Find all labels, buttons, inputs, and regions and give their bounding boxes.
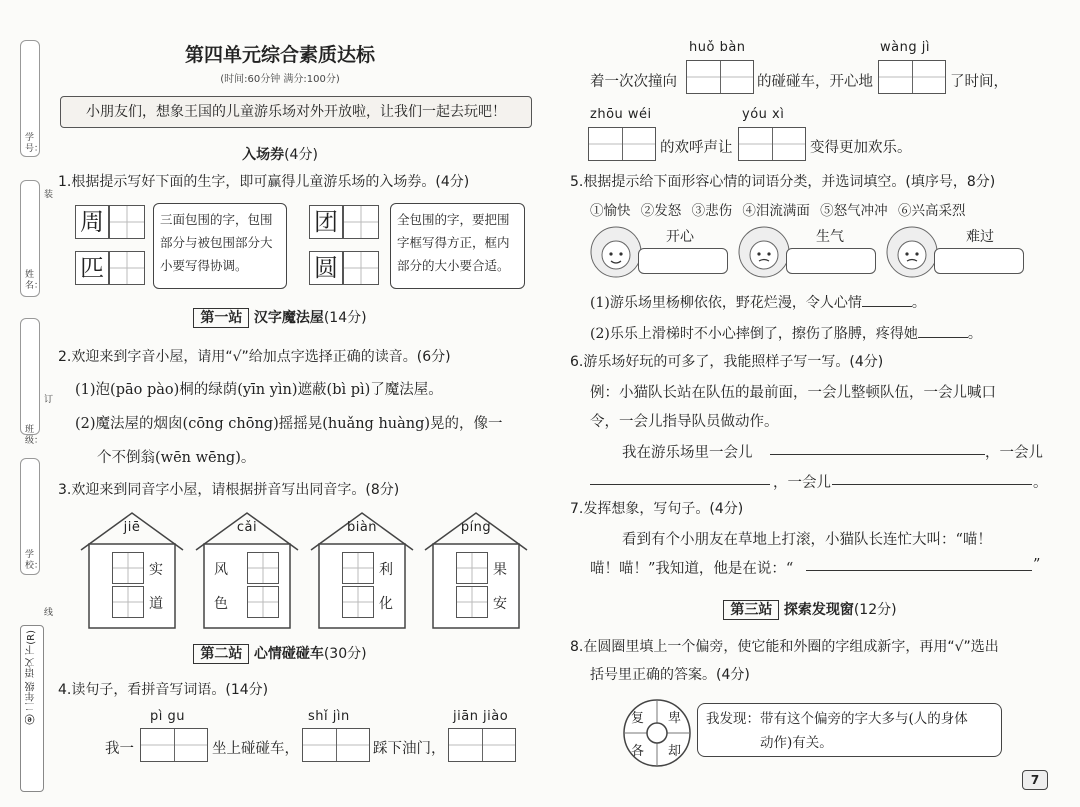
cut-mark-2: 订 [44,395,54,405]
q1-hint-left: 三面包围的字，包围部分与被包围部分大小要写得协调。 [153,203,287,289]
q6-fill-third: ，一会儿 [773,475,831,491]
station1-name: 汉字魔法屋 [253,310,324,326]
page-subtitle: (时间:60分钟 满分:100分) [220,74,340,85]
q2-line-1: (1)泡(pāo pào)桐的绿荫(yīn yìn)遮蔽(bì pì)了魔法屋。 [75,382,443,398]
q7-number: 7. [570,501,584,517]
q3-write-box[interactable] [112,586,144,618]
q5-text: 根据提示给下面形容心情的词语分类，并选词填空。(填序号，8分) [583,174,996,190]
q8-discovery-line-2: 动作)有关。 [760,735,833,751]
q6-text: 游乐场好玩的可多了，我能照样子写一写。(4分) [583,354,884,370]
q3-number: 3. [58,482,72,498]
station3-name: 探索发现窗 [783,602,854,618]
q7-answer-blank[interactable] [806,556,1032,571]
q3-house-char: 色 [214,596,228,612]
station2-heading [0,643,560,663]
q5-prompt [570,171,995,191]
q4-pinyin-huoban: huǒ bàn [689,40,746,55]
q5-sentence-2-text: (2)乐乐上滑梯时不小心摔倒了，擦伤了胳膊，疼得她 [590,326,918,342]
q3-write-box[interactable] [456,586,488,618]
q7-prompt [570,498,743,518]
q3-house [307,510,417,630]
q3-house-char: 安 [493,596,507,612]
q4-answer-shijin[interactable] [302,728,370,762]
q6-fill-start: 我在游乐场里一会儿 [622,445,753,461]
q5-mood-group [588,222,728,282]
q4-r2-start: 的欢呼声让 [660,140,733,156]
q4-number: 4. [58,682,72,698]
q4-r2-end: 变得更加欢乐。 [810,140,912,156]
q3-house [192,510,302,630]
q4-sentence-mid: 坐上碰碰车， [212,741,299,757]
page-title: 第四单元综合素质达标 [184,44,375,66]
ticket-heading [0,144,560,164]
book-term: 下(R) [26,630,37,655]
q8-wheel-char-3: 各 [631,744,645,759]
q3-write-box[interactable] [112,552,144,584]
q3-house-char: 果 [493,562,507,578]
q5-mood-group [884,222,1024,282]
q4-sentence-start: 我一 [105,741,134,757]
q1-write-box[interactable] [109,251,145,285]
q5-blank-2[interactable] [918,323,968,338]
q3-house-pinyin: cǎi [236,520,258,535]
q6-blank-2[interactable] [590,470,770,485]
q4-answer-youxi[interactable] [738,127,806,161]
q5-sentence-2-end: 。 [967,326,982,342]
q8-wheel-char-1: 复 [631,711,645,726]
q4-pinyin-zhouwei: zhōu wéi [590,107,652,122]
q5-sentence-1 [590,292,926,312]
q3-house-pinyin: píng [460,520,492,535]
q4-pinyin-1: pì gu [150,709,185,724]
q7-line-2: 喵！喵！”我知道，他是在说：“ [590,561,794,577]
q5-sentence-1-text: (1)游乐场里杨柳依依，野花烂漫，令人心情 [590,295,862,311]
q2-prompt [58,346,451,366]
class-label: 班级： [25,425,44,446]
q7-line-1: 看到有个小朋友在草地上打滚，小猫队长连忙大叫：“喵！ [622,532,992,548]
q5-blank-1[interactable] [862,292,912,307]
ticket-score: (4分) [284,147,318,163]
ticket-title: 入场券 [242,147,285,163]
q8-wheel-char-4: 却 [668,744,682,759]
q8-discovery-box [697,703,1002,757]
q2-line-3: 个不倒翁(wēn wēng)。 [97,450,256,466]
q1-write-box[interactable] [343,205,379,239]
q6-fill-end: 。 [1033,475,1048,491]
q4-answer-jianjiao[interactable] [448,728,516,762]
q3-house-char: 风 [214,562,228,578]
q1-sample-char-yuan: 圆 [309,251,343,285]
q5-mood-group [736,222,876,282]
q3-house-pinyin: biàn [346,520,378,535]
q7-text: 发挥想象，写句子。(4分) [583,501,744,517]
q4-prompt [58,679,268,699]
q4-text: 读句子，看拼音写词语。(14分) [71,682,269,698]
q4-sentence-end: 踩下油门， [373,741,446,757]
q1-sample-char-tuan: 团 [309,205,343,239]
q1-prompt [58,171,469,191]
q4-r1-end: 了时间， [950,74,1008,90]
station3-score: (12分) [853,602,897,618]
q4-pinyin-youxi: yóu xì [742,107,785,122]
q1-sample-char-pi: 匹 [75,251,109,285]
q3-house-pinyin: jiē [123,520,141,535]
student-name-label: 姓名： [25,270,44,291]
station1-score: (14分) [323,310,367,326]
q4-r1-mid: 的碰碰车，开心地 [757,74,873,90]
q2-text: 欢迎来到字音小屋，请用“√”给加点字选择正确的读音。(6分) [71,349,451,365]
page-number: 7 [1022,770,1048,790]
q3-text: 欢迎来到同音字小屋，请根据拼音写出同音字。(8分) [71,482,400,498]
station3-heading [570,599,1050,619]
q3-prompt [58,479,399,499]
q5-mood-answer-box[interactable] [786,248,876,274]
q6-number: 6. [570,354,584,370]
q8-center-circle[interactable] [647,723,667,743]
q3-write-box[interactable] [342,552,374,584]
q3-house-char: 化 [379,596,393,612]
q1-write-box[interactable] [343,251,379,285]
q8-text-1: 在圆圈里填上一个偏旁，使它能和外圈的字组成新字，再用“√”选出 [583,639,999,655]
q6-blank-3[interactable] [832,470,1032,485]
q5-mood-label: 生气 [816,229,844,245]
q5-mood-label: 难过 [966,229,994,245]
q6-example-2: 令，一会儿指导队员做动作。 [590,414,779,430]
station2-name: 心情碰碰车 [253,646,324,662]
q3-write-box[interactable] [247,586,279,618]
q8-number: 8. [570,639,584,655]
book-grade: 二年级 [26,681,37,712]
q4-r1-start: 着一次次撞向 [590,74,677,90]
q4-answer-wangji[interactable] [878,60,946,94]
cut-mark-3: 线 [44,608,54,618]
q8-prompt-line-1 [570,636,999,656]
q1-text: 根据提示写好下面的生字，即可赢得儿童游乐场的入场券。(4分) [71,174,470,190]
book-subject: 语文 [26,657,37,678]
station3-tag: 第三站 [723,600,779,620]
q1-write-box[interactable] [109,205,145,239]
q8-wheel-char-2: 卑 [668,711,682,726]
q8-prompt-line-2: 括号里正确的答案。(4分) [590,667,750,683]
q4-answer-pigu[interactable] [140,728,208,762]
q6-prompt [570,351,883,371]
station2-tag: 第二站 [193,644,249,664]
q7-line-2-end: ” [1033,557,1041,573]
q5-mood-answer-box[interactable] [934,248,1024,274]
q5-sentence-1-end: 。 [911,295,926,311]
q2-line-2: (2)魔法屋的烟囱(cōng chōng)摇摇晃(huǎng huàng)晃的，像一 [75,416,503,432]
station2-score: (30分) [323,646,367,662]
q3-house [421,510,531,630]
cut-mark-1: 装 [44,190,54,200]
intro-banner: 小朋友们，想象王国的儿童游乐场对外开放啦，让我们一起去玩吧！ [60,96,532,128]
q1-sample-char-zhou: 周 [75,205,109,239]
q4-answer-huoban[interactable] [686,60,754,94]
girl-face-icon [588,224,644,280]
q8-discovery-line-1: 我发现：带有这个偏旁的字大多与(人的身体 [706,711,968,727]
q5-options: ①愉快 ②发怒 ③悲伤 ④泪流满面 ⑤怒气冲冲 ⑥兴高采烈 [590,203,966,219]
q5-mood-label: 开心 [666,229,694,245]
girl-face-icon [736,224,792,280]
class-field[interactable] [20,318,40,435]
q3-write-box[interactable] [247,552,279,584]
q1-hint-right: 全包围的字，要把围字框写得方正，框内部分的大小要合适。 [390,203,525,289]
q6-blank-1[interactable] [770,440,985,455]
q4-pinyin-2: shǐ jìn [308,709,350,724]
q3-house [77,510,187,630]
q1-number: 1. [58,174,72,190]
q3-write-box[interactable] [456,552,488,584]
q3-write-box[interactable] [342,586,374,618]
q5-number: 5. [570,174,584,190]
station1-heading [0,307,560,327]
q6-fill-second: ，一会儿 [985,445,1043,461]
station1-tag: 第一站 [193,308,249,328]
q6-example-1: 例：小猫队长站在队伍的最前面，一会儿整顿队伍，一会儿喊口 [590,385,996,401]
q3-house-char: 实 [149,562,163,578]
q8-radical-wheel [622,698,692,768]
school-label: 学校： [25,550,44,571]
q4-pinyin-wangji: wàng jì [880,40,930,55]
q3-house-char: 利 [379,562,393,578]
book-brand: ⓔ [26,714,37,725]
q3-house-char: 道 [149,596,163,612]
student-number-label: 学号： [25,133,44,154]
girl-face-icon [884,224,940,280]
q5-mood-answer-box[interactable] [638,248,728,274]
q2-number: 2. [58,349,72,365]
q4-answer-zhouwei[interactable] [588,127,656,161]
q5-sentence-2 [590,323,982,343]
q4-pinyin-3: jiān jiào [453,709,509,724]
